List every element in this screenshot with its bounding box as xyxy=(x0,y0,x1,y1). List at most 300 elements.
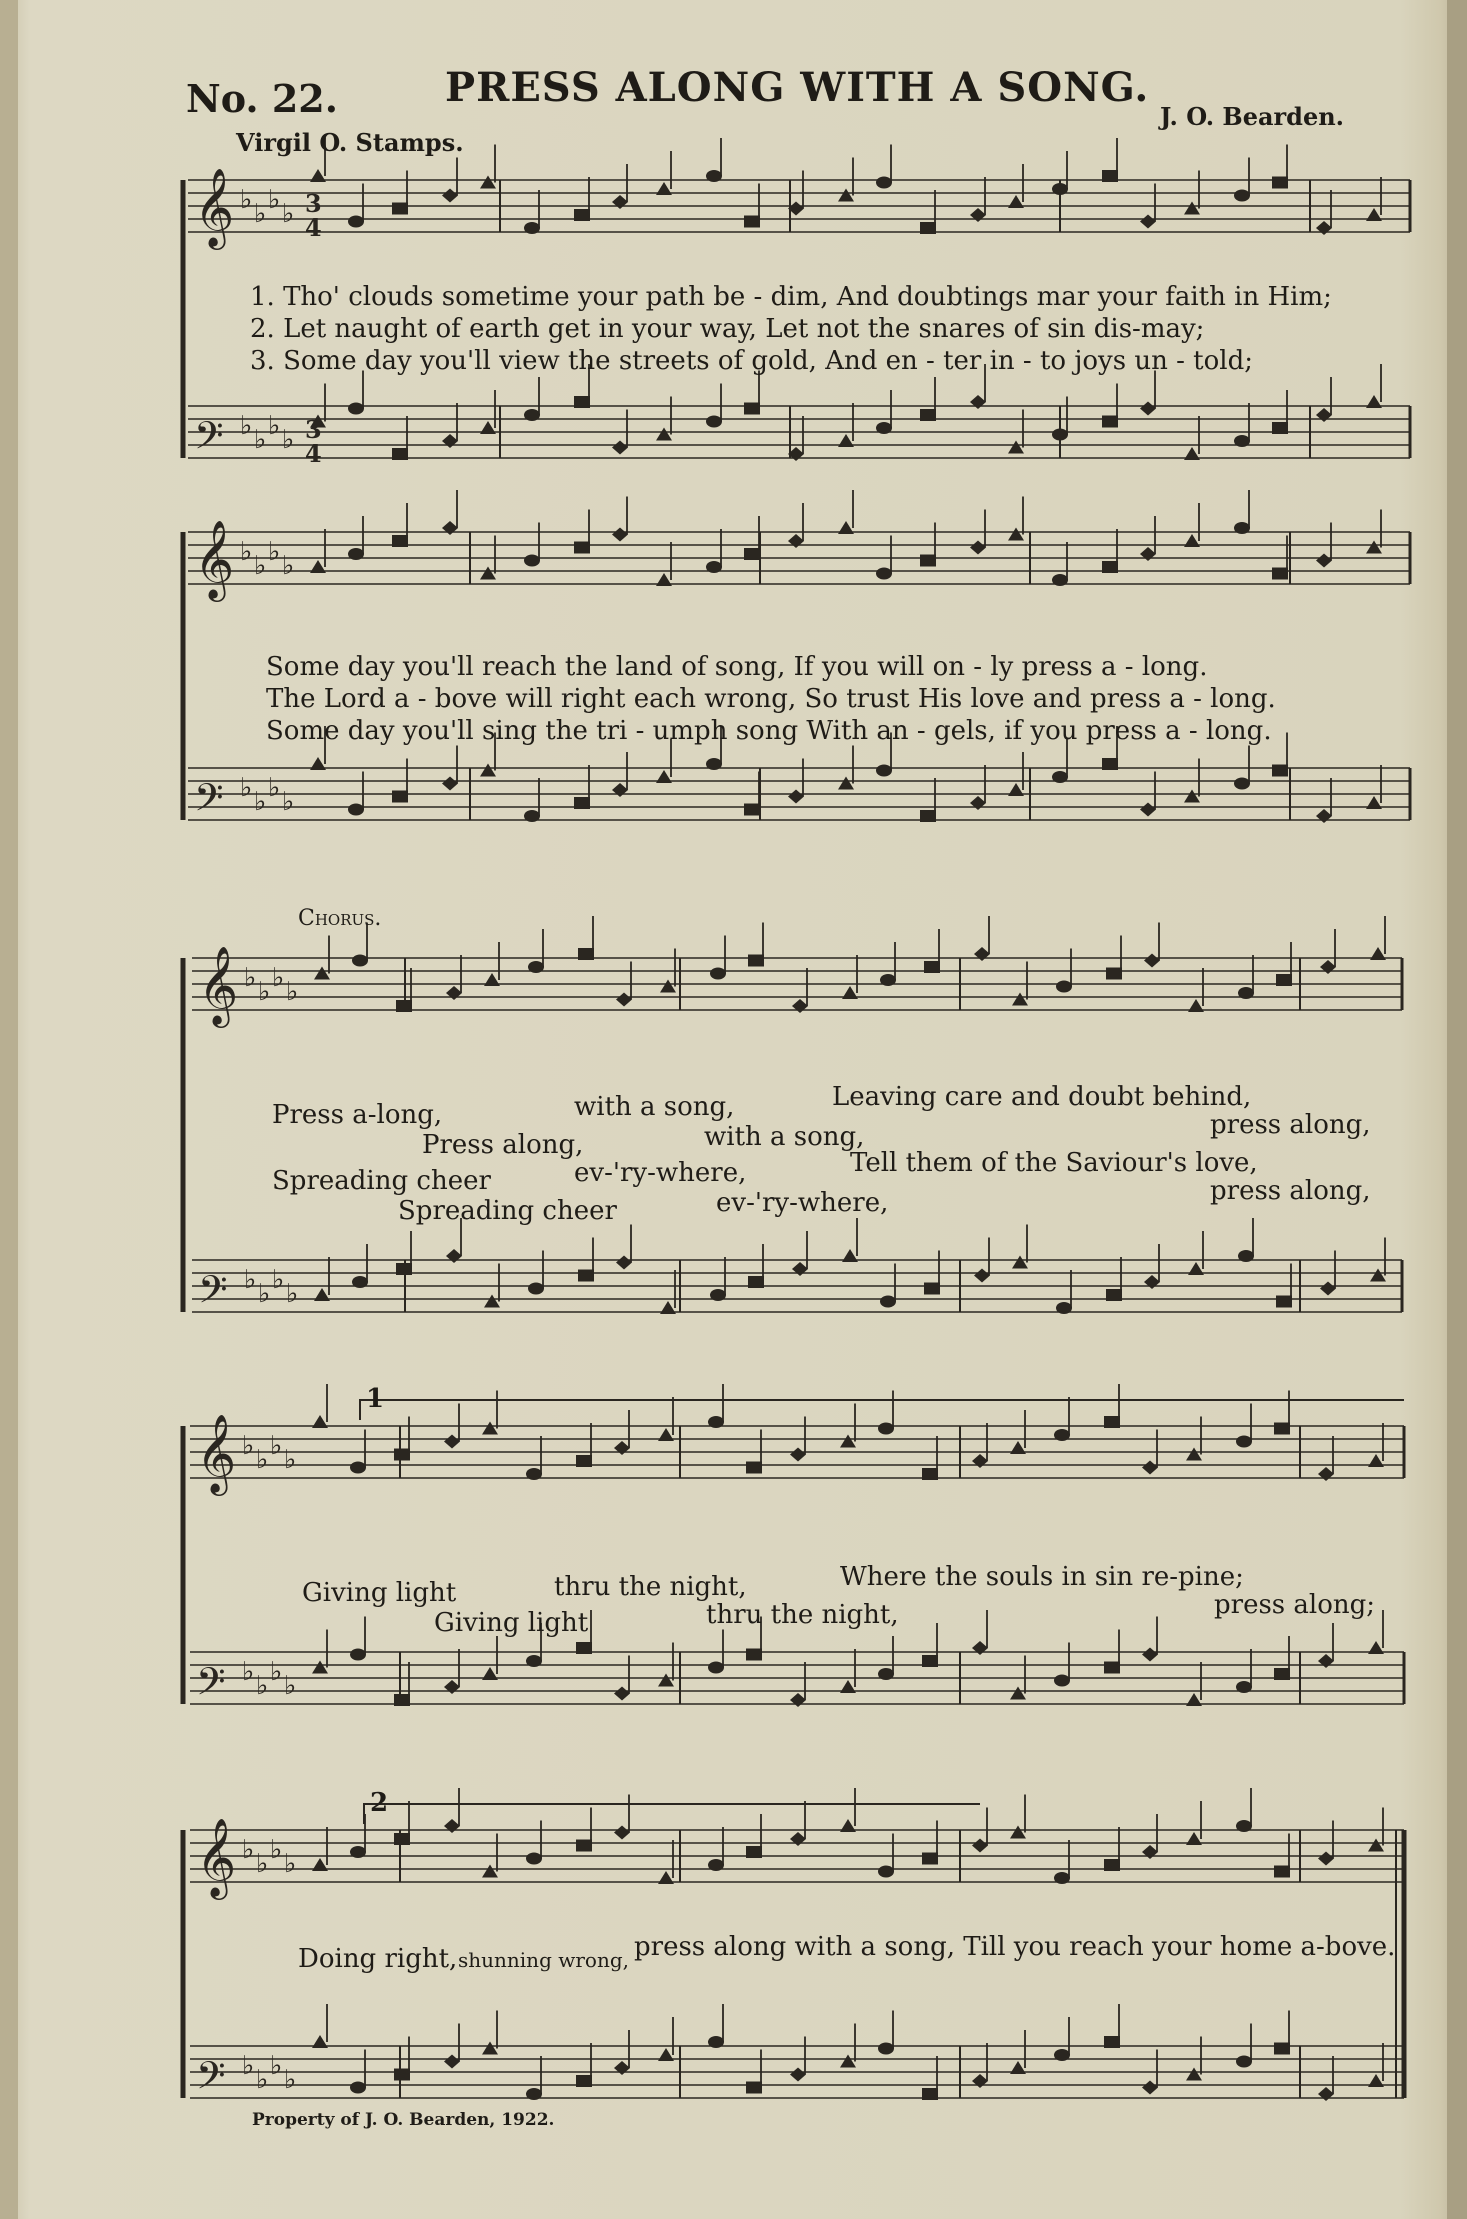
shape-note-head xyxy=(1234,778,1250,790)
shape-note-head xyxy=(1188,1262,1204,1275)
final-line-a: Doing right, xyxy=(298,1944,458,1974)
flat-icon: ♭ xyxy=(242,2051,255,2081)
shape-note-head xyxy=(1236,1820,1252,1832)
flat-icon: ♭ xyxy=(240,537,253,567)
shape-note-head xyxy=(394,1694,410,1706)
shape-note-head xyxy=(612,528,628,542)
shape-note-head xyxy=(1054,1872,1070,1884)
shape-note-head xyxy=(442,521,458,535)
shape-note-head xyxy=(706,561,722,573)
shape-note-head xyxy=(790,1693,806,1707)
shape-note-head xyxy=(708,1416,724,1428)
bass-clef-icon: 𝄢 xyxy=(196,1659,226,1713)
shape-note-head xyxy=(744,548,760,560)
shape-note-head xyxy=(310,560,326,573)
shape-note-head xyxy=(524,409,540,421)
shape-note-head xyxy=(1140,547,1156,561)
flat-icon: ♭ xyxy=(270,1431,283,1461)
shape-note-head xyxy=(746,1462,762,1474)
shape-note-head xyxy=(524,810,540,822)
shape-note-head xyxy=(482,2042,498,2055)
shape-note-head xyxy=(444,1435,460,1449)
shape-note-head xyxy=(840,1435,856,1448)
shape-note-head xyxy=(746,2082,762,2094)
shape-note-head xyxy=(1008,195,1024,208)
shape-note-head xyxy=(922,1655,938,1667)
shape-note-head xyxy=(612,783,628,797)
shape-note-head xyxy=(878,2043,894,2055)
first-ending-bracket xyxy=(360,1400,1404,1420)
flat-icon: ♭ xyxy=(258,1279,271,1309)
shape-note-head xyxy=(658,1674,674,1687)
shape-note-head xyxy=(348,216,364,228)
flat-icon: ♭ xyxy=(254,551,267,581)
shape-note-head xyxy=(878,1423,894,1435)
shape-note-head xyxy=(1316,408,1332,422)
shape-note-head xyxy=(616,1256,632,1270)
shape-note-head xyxy=(1274,1668,1290,1680)
bass-clef-icon: 𝄢 xyxy=(194,413,224,467)
shape-note-head xyxy=(576,2075,592,2087)
shape-note-head xyxy=(658,1871,674,1884)
shape-note-head xyxy=(656,770,672,783)
shape-note-head xyxy=(1318,1654,1334,1668)
shape-note-head xyxy=(314,1288,330,1301)
shape-note-head xyxy=(876,568,892,580)
shape-note-head xyxy=(970,796,986,810)
chorus-lead-1c: Leaving care and doubt behind, xyxy=(832,1082,1252,1112)
shape-note-head xyxy=(660,980,676,993)
shape-note-head xyxy=(840,1680,856,1693)
shape-note-head xyxy=(748,955,764,967)
shape-note-head xyxy=(1274,2043,1290,2055)
flat-icon: ♭ xyxy=(268,773,281,803)
shape-note-head xyxy=(842,1249,858,1262)
shape-note-head xyxy=(790,1448,806,1462)
time-signature-top: 3 xyxy=(305,415,322,444)
shape-note-head xyxy=(1140,803,1156,817)
shape-note-head xyxy=(1010,2061,1026,2074)
chorus-label: Chorus. xyxy=(298,906,382,931)
shape-note-head xyxy=(974,1269,990,1283)
shape-note-head xyxy=(392,448,408,460)
shape-note-head xyxy=(922,1853,938,1865)
chorus-echo-1c: press along, xyxy=(1210,1110,1371,1140)
shape-note-head xyxy=(838,777,854,790)
shape-note-head xyxy=(614,1441,630,1455)
shape-note-head xyxy=(1366,541,1382,554)
shape-note-head xyxy=(706,170,722,182)
shape-note-head xyxy=(708,2036,724,2048)
shape-note-head xyxy=(1316,221,1332,235)
flat-icon: ♭ xyxy=(240,411,253,441)
shape-note-head xyxy=(658,1428,674,1441)
flat-icon: ♭ xyxy=(286,1279,299,1309)
treble-clef-icon: 𝄞 xyxy=(196,1818,237,1897)
shape-note-head xyxy=(526,1655,542,1667)
final-line-b: shunning wrong, xyxy=(458,1948,629,1972)
shape-note-head xyxy=(1104,2036,1120,2048)
shape-note-head xyxy=(1184,447,1200,460)
shape-note-head xyxy=(446,986,462,1000)
shape-note-head xyxy=(392,791,408,803)
shape-note-head xyxy=(840,2055,856,2068)
treble-clef-icon: 𝄞 xyxy=(196,1414,237,1493)
shape-note-head xyxy=(920,409,936,421)
chorus-lead-1a: Press a-long, xyxy=(272,1100,443,1130)
shape-note-head xyxy=(1106,968,1122,980)
flat-icon: ♭ xyxy=(256,1849,269,1879)
shape-note-head xyxy=(1234,190,1250,202)
shape-note-head xyxy=(312,1661,328,1674)
treble-clef-icon: 𝄞 xyxy=(194,520,235,599)
bass-clef-icon: 𝄢 xyxy=(198,1267,228,1321)
time-signature-top: 3 xyxy=(305,189,322,218)
bass-clef-icon: 𝄢 xyxy=(194,775,224,829)
shape-note-head xyxy=(1320,1282,1336,1296)
shape-note-head xyxy=(656,182,672,195)
shape-note-head xyxy=(444,1819,460,1833)
shape-note-head xyxy=(1052,429,1068,441)
chorus-lead-3b: thru the night, xyxy=(554,1572,747,1602)
shape-note-head xyxy=(350,1649,366,1661)
shape-note-head xyxy=(1008,528,1024,541)
shape-note-head xyxy=(838,521,854,534)
flat-icon: ♭ xyxy=(256,2065,269,2095)
flat-icon: ♭ xyxy=(254,199,267,229)
shape-note-head xyxy=(1104,1416,1120,1428)
shape-note-head xyxy=(1052,574,1068,586)
shape-note-head xyxy=(1318,1852,1334,1866)
shape-note-head xyxy=(484,973,500,986)
shape-note-head xyxy=(1318,1467,1334,1481)
first-ending-number: 1 xyxy=(366,1384,385,1414)
shape-note-head xyxy=(1274,1423,1290,1435)
shape-note-head xyxy=(1140,215,1156,229)
shape-note-head xyxy=(656,573,672,586)
shape-note-head xyxy=(748,1276,764,1288)
shape-note-head xyxy=(972,1641,988,1655)
shape-note-head xyxy=(840,1819,856,1832)
hymn-title: PRESS ALONG WITH A SONG. xyxy=(445,64,1150,111)
flat-icon: ♭ xyxy=(286,977,299,1007)
flat-icon: ♭ xyxy=(284,1445,297,1475)
flat-icon: ♭ xyxy=(272,963,285,993)
shape-note-head xyxy=(706,416,722,428)
flat-icon: ♭ xyxy=(240,773,253,803)
shape-note-head xyxy=(576,1455,592,1467)
shape-note-head xyxy=(1234,435,1250,447)
shape-note-head xyxy=(526,2088,542,2100)
shape-note-head xyxy=(842,986,858,999)
shape-note-head xyxy=(1106,1289,1122,1301)
shape-note-head xyxy=(1366,395,1382,408)
chorus-echo-2c: press along, xyxy=(1210,1176,1371,1206)
shape-note-head xyxy=(746,1846,762,1858)
flat-icon: ♭ xyxy=(242,1431,255,1461)
shape-note-head xyxy=(1184,534,1200,547)
second-ending-number: 2 xyxy=(370,1788,389,1818)
flat-icon: ♭ xyxy=(284,1671,297,1701)
flat-icon: ♭ xyxy=(284,1849,297,1879)
shape-note-head xyxy=(1272,765,1288,777)
shape-note-head xyxy=(1052,771,1068,783)
flat-icon: ♭ xyxy=(244,963,257,993)
flat-icon: ♭ xyxy=(270,2051,283,2081)
shape-note-head xyxy=(578,1270,594,1282)
shape-note-head xyxy=(442,189,458,203)
flat-icon: ♭ xyxy=(268,185,281,215)
shape-note-head xyxy=(350,1846,366,1858)
shape-note-head xyxy=(838,189,854,202)
shape-note-head xyxy=(1102,416,1118,428)
shape-note-head xyxy=(1276,1296,1292,1308)
shape-note-head xyxy=(1236,1436,1252,1448)
flat-icon: ♭ xyxy=(268,411,281,441)
second-ending-bracket xyxy=(364,1804,980,1824)
shape-note-head xyxy=(710,968,726,980)
shape-note-head xyxy=(524,222,540,234)
flat-icon: ♭ xyxy=(268,537,281,567)
shape-note-head xyxy=(1144,1275,1160,1289)
shape-note-head xyxy=(396,1000,412,1012)
flat-icon: ♭ xyxy=(270,1835,283,1865)
shape-note-head xyxy=(1188,999,1204,1012)
flat-icon: ♭ xyxy=(282,425,295,455)
flat-icon: ♭ xyxy=(272,1265,285,1295)
flat-icon: ♭ xyxy=(282,787,295,817)
verse-2-line-2: The Lord a - bove will right each wrong, So trust His love and press a - long. xyxy=(266,684,1276,714)
shape-note-head xyxy=(1370,1269,1386,1282)
shape-note-head xyxy=(526,1468,542,1480)
shape-note-head xyxy=(1274,1866,1290,1878)
verse-1-line-2: Some day you'll reach the land of song, If you will on - ly press a - long. xyxy=(266,652,1208,682)
shape-note-head xyxy=(482,1667,498,1680)
shape-note-head xyxy=(1054,1429,1070,1441)
shape-note-head xyxy=(788,534,804,548)
verse-3-line-2: Some day you'll sing the tri - umph song With an - gels, if you press a - long. xyxy=(266,716,1272,746)
shape-note-head xyxy=(312,2035,328,2048)
shape-note-head xyxy=(972,1839,988,1853)
shape-note-head xyxy=(1366,796,1382,809)
chorus-lead-3a: Giving light xyxy=(302,1578,457,1608)
shape-note-head xyxy=(574,542,590,554)
shape-note-head xyxy=(526,1853,542,1865)
shape-note-head xyxy=(1320,960,1336,974)
shape-note-head xyxy=(392,203,408,215)
shape-note-head xyxy=(972,1454,988,1468)
final-line-c: press along with a song, Till you reach your home a-bove. xyxy=(634,1932,1396,1962)
flat-icon: ♭ xyxy=(242,1835,255,1865)
copyright-footer: Property of J. O. Bearden, 1922. xyxy=(252,2110,555,2130)
shape-note-head xyxy=(1142,1845,1158,1859)
shape-note-head xyxy=(790,1832,806,1846)
time-signature-bottom: 4 xyxy=(305,213,322,242)
shape-note-head xyxy=(1010,1687,1026,1700)
shape-note-head xyxy=(574,396,590,408)
shape-note-head xyxy=(442,434,458,448)
shape-note-head xyxy=(1272,568,1288,580)
shape-note-head xyxy=(838,434,854,447)
shape-note-head xyxy=(350,2082,366,2094)
shape-note-head xyxy=(1368,1641,1384,1654)
flat-icon: ♭ xyxy=(282,199,295,229)
shape-note-head xyxy=(792,999,808,1013)
shape-note-head xyxy=(348,804,364,816)
shape-note-head xyxy=(1012,993,1028,1006)
shape-note-head xyxy=(1054,1675,1070,1687)
flat-icon: ♭ xyxy=(254,425,267,455)
shape-note-head xyxy=(880,1296,896,1308)
chorus-lead-2a: Spreading cheer xyxy=(272,1166,491,1196)
shape-note-head xyxy=(708,1859,724,1871)
shape-note-head xyxy=(1008,441,1024,454)
lyricist-credit: Virgil O. Stamps. xyxy=(236,128,464,157)
shape-note-head xyxy=(920,810,936,822)
flat-icon: ♭ xyxy=(256,1671,269,1701)
chorus-echo-3b: thru the night, xyxy=(706,1600,899,1630)
shape-note-head xyxy=(920,555,936,567)
shape-note-head xyxy=(576,1840,592,1852)
shape-note-head xyxy=(878,1668,894,1680)
shape-note-head xyxy=(1052,183,1068,195)
shape-note-head xyxy=(744,403,760,415)
chorus-echo-3c: press along; xyxy=(1214,1590,1376,1620)
shape-note-head xyxy=(314,967,330,980)
shape-note-head xyxy=(658,2048,674,2061)
treble-clef-icon: 𝄞 xyxy=(198,946,239,1025)
shape-note-head xyxy=(706,758,722,770)
shape-note-head xyxy=(616,993,632,1007)
shape-note-head xyxy=(1142,2081,1158,2095)
shape-note-head xyxy=(1142,1648,1158,1662)
shape-note-head xyxy=(1186,1693,1202,1706)
shape-note-head xyxy=(920,222,936,234)
hymn-number: No. 22. xyxy=(186,76,338,121)
shape-note-head xyxy=(924,961,940,973)
time-signature-bottom: 4 xyxy=(305,439,322,468)
shape-note-head xyxy=(710,1289,726,1301)
shape-note-head xyxy=(348,403,364,415)
flat-icon: ♭ xyxy=(284,2065,297,2095)
shape-note-head xyxy=(614,1826,630,1840)
shape-note-head xyxy=(974,947,990,961)
composer-credit: J. O. Bearden. xyxy=(1160,102,1345,131)
shape-note-head xyxy=(310,169,326,182)
shape-note-head xyxy=(352,955,368,967)
shape-note-head xyxy=(1186,1832,1202,1845)
shape-note-head xyxy=(970,208,986,222)
flat-icon: ♭ xyxy=(282,551,295,581)
shape-note-head xyxy=(348,548,364,560)
shape-note-head xyxy=(1366,208,1382,221)
shape-note-head xyxy=(1238,987,1254,999)
shape-note-head xyxy=(970,541,986,555)
chorus-echo-1a: Press along, xyxy=(422,1130,584,1160)
shape-note-head xyxy=(612,441,628,455)
shape-note-head xyxy=(444,2055,460,2069)
shape-note-head xyxy=(528,961,544,973)
shape-note-head xyxy=(576,1642,592,1654)
chorus-lead-1b: with a song, xyxy=(574,1092,735,1122)
shape-note-head xyxy=(972,2074,988,2088)
shape-note-head xyxy=(1056,1302,1072,1314)
chorus-echo-2b: ev-'ry-where, xyxy=(716,1188,889,1218)
shape-note-head xyxy=(1010,1441,1026,1454)
shape-note-head xyxy=(524,555,540,567)
flat-icon: ♭ xyxy=(258,977,271,1007)
shape-note-head xyxy=(1102,170,1118,182)
shape-note-head xyxy=(1102,561,1118,573)
chorus-lead-3c: Where the souls in sin re-pine; xyxy=(840,1562,1244,1592)
shape-note-head xyxy=(574,797,590,809)
shape-note-head xyxy=(392,535,408,547)
shape-note-head xyxy=(1054,2049,1070,2061)
verse-3-line-1: 3. Some day you'll view the streets of gold, And en - ter in - to joys un - told; xyxy=(250,346,1253,376)
shape-note-head xyxy=(1368,1839,1384,1852)
flat-icon: ♭ xyxy=(240,185,253,215)
shape-note-head xyxy=(1104,1662,1120,1674)
chorus-lead-2b: ev-'ry-where, xyxy=(574,1158,747,1188)
shape-note-head xyxy=(922,2088,938,2100)
shape-note-head xyxy=(394,2069,410,2081)
shape-note-head xyxy=(1368,1454,1384,1467)
shape-note-head xyxy=(1272,177,1288,189)
shape-note-head xyxy=(1316,554,1332,568)
flat-icon: ♭ xyxy=(270,1657,283,1687)
shape-note-head xyxy=(1184,790,1200,803)
shape-note-head xyxy=(1186,1448,1202,1461)
shape-note-head xyxy=(880,974,896,986)
shape-note-head xyxy=(1186,2068,1202,2081)
shape-note-head xyxy=(1316,809,1332,823)
shape-note-head xyxy=(614,1687,630,1701)
shape-note-head xyxy=(1056,981,1072,993)
chorus-echo-2a: Spreading cheer xyxy=(398,1196,617,1226)
shape-note-head xyxy=(396,1263,412,1275)
shape-note-head xyxy=(350,1462,366,1474)
shape-note-head xyxy=(922,1468,938,1480)
chorus-lead-2c: Tell them of the Saviour's love, xyxy=(850,1148,1258,1178)
shape-note-head xyxy=(578,948,594,960)
chorus-echo-1b: with a song, xyxy=(704,1122,865,1152)
shape-note-head xyxy=(744,804,760,816)
shape-note-head xyxy=(444,1680,460,1694)
flat-icon: ♭ xyxy=(254,787,267,817)
shape-note-head xyxy=(660,1301,676,1314)
shape-note-head xyxy=(442,777,458,791)
shape-note-head xyxy=(1370,947,1386,960)
shape-note-head xyxy=(924,1283,940,1295)
shape-note-head xyxy=(312,1415,328,1428)
shape-note-head xyxy=(394,1449,410,1461)
shape-note-head xyxy=(1144,954,1160,968)
shape-note-head xyxy=(788,790,804,804)
shape-note-head xyxy=(480,176,496,189)
shape-note-head xyxy=(310,757,326,770)
verse-2-line-1: 2. Let naught of earth get in your way, Let not the snares of sin dis-may; xyxy=(250,314,1205,344)
shape-note-head xyxy=(480,421,496,434)
shape-note-head xyxy=(482,1865,498,1878)
shape-note-head xyxy=(312,1858,328,1871)
shape-note-head xyxy=(528,1283,544,1295)
shape-note-head xyxy=(394,1833,410,1845)
shape-note-head xyxy=(1010,1826,1026,1839)
shape-note-head xyxy=(446,1249,462,1263)
shape-note-head xyxy=(1104,1859,1120,1871)
shape-note-head xyxy=(1012,1256,1028,1269)
shape-note-head xyxy=(1238,1250,1254,1262)
